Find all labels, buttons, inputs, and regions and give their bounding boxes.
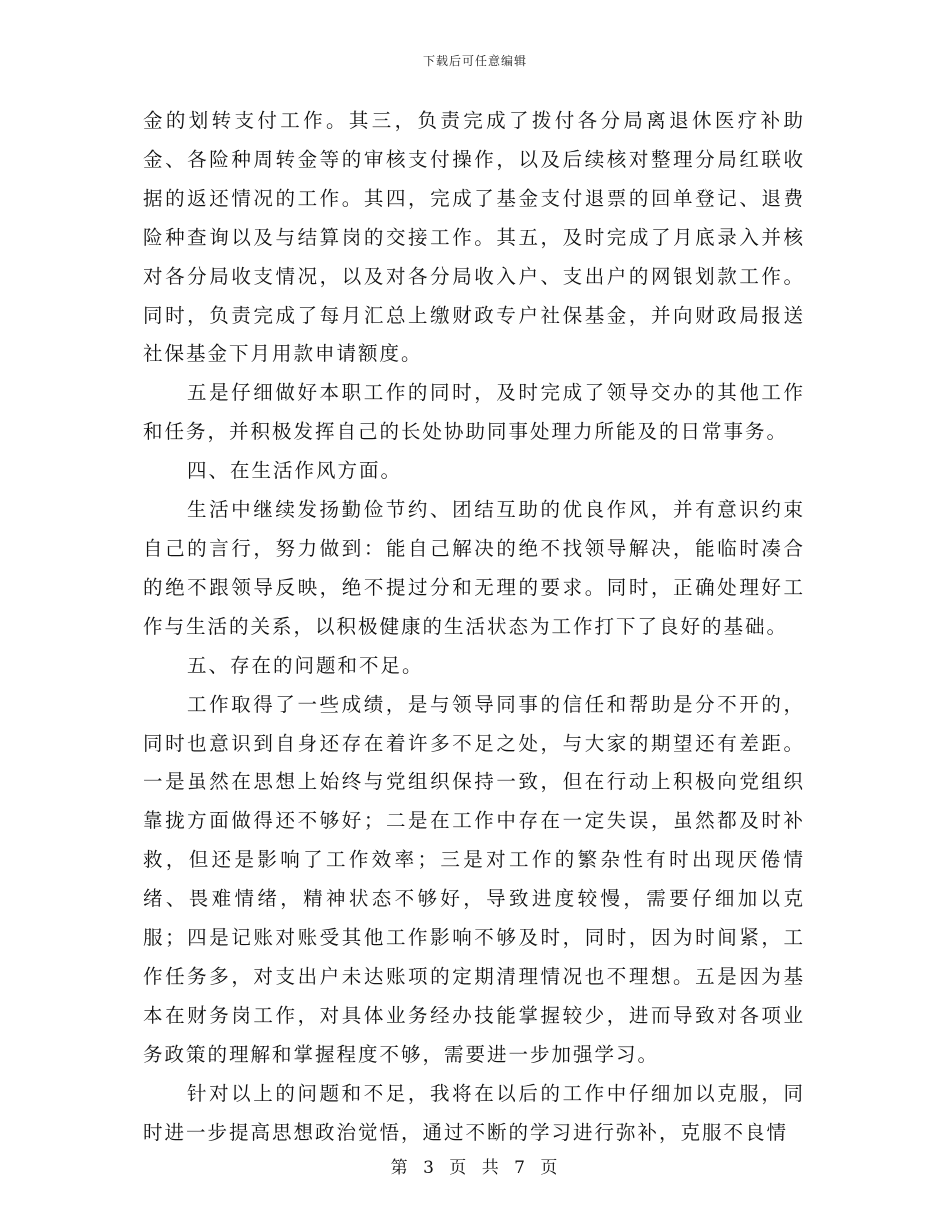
paragraph-3: 生活中继续发扬勤俭节约、团结互助的优良作风，并有意识约束自己的言行，努力做到：能自己解决的绝不找领导解决，能临时凑合的绝不跟领导反映，绝不提过分和无理的要求。同时，正确处理好工作与生活的关系，以积极健康的生活状态为工作打下了良好的基础。 <box>143 498 805 638</box>
paragraph-1: 金的划转支付工作。其三，负责完成了拨付各分局离退休医疗补助金、各险种周转金等的审核支付操作，以及后续核对整理分局红联收据的返还情况的工作。其四，完成了基金支付退票的回单登记、退费险种查询以及与结算岗的交接工作。其五，及时完成了月底录入并核对各分局收支情况，以及对各分局收入户、支出户的网银划款工作。同时，负责完成了每月汇总上缴财政专户社保基金，并向财政局报送社保基金下月用款申请额度。 <box>143 109 805 366</box>
section-heading-lifestyle: 四、在生活作风方面。 <box>187 459 403 483</box>
page-number-footer: 第 3 页 共 7 页 <box>390 1158 560 1178</box>
paragraph-5: 针对以上的问题和不足，我将在以后的工作中仔细加以克服，同时进一步提高思想政治觉悟，通过不断的学习进行弥补，克服不良情 <box>143 1081 805 1144</box>
document-body <box>143 102 805 1152</box>
paragraph-2: 五是仔细做好本职工作的同时，及时完成了领导交办的其他工作和任务，并积极发挥自己的长处协助同事处理力所能及的日常事务。 <box>143 381 805 444</box>
section-heading-problems: 五、存在的问题和不足。 <box>187 653 424 677</box>
page-header: 下载后可任意编辑 <box>422 54 527 68</box>
paragraph-4: 工作取得了一些成绩，是与领导同事的信任和帮助是分不开的，同时也意识到自身还存在着许多不足之处，与大家的期望还有差距。一是虽然在思想上始终与党组织保持一致，但在行动上积极向党组织靠拢方面做得还不够好；二是在工作中存在一定失误，虽然都及时补救，但还是影响了工作效率；三是对工作的繁杂性有时出现厌倦情绪、畏难情绪，精神状态不够好，导致进度较慢，需要仔细加以克服；四是记账对账受其他工作影响不够及时，同时，因为时间紧，工作任务多，对支出户未达账项的定期清理情况也不理想。五是因为基本在财务岗工作，对具体业务经办技能掌握较少，进而导致对各项业务政策的理解和掌握程度不够，需要进一步加强学习。 <box>143 692 805 1066</box>
